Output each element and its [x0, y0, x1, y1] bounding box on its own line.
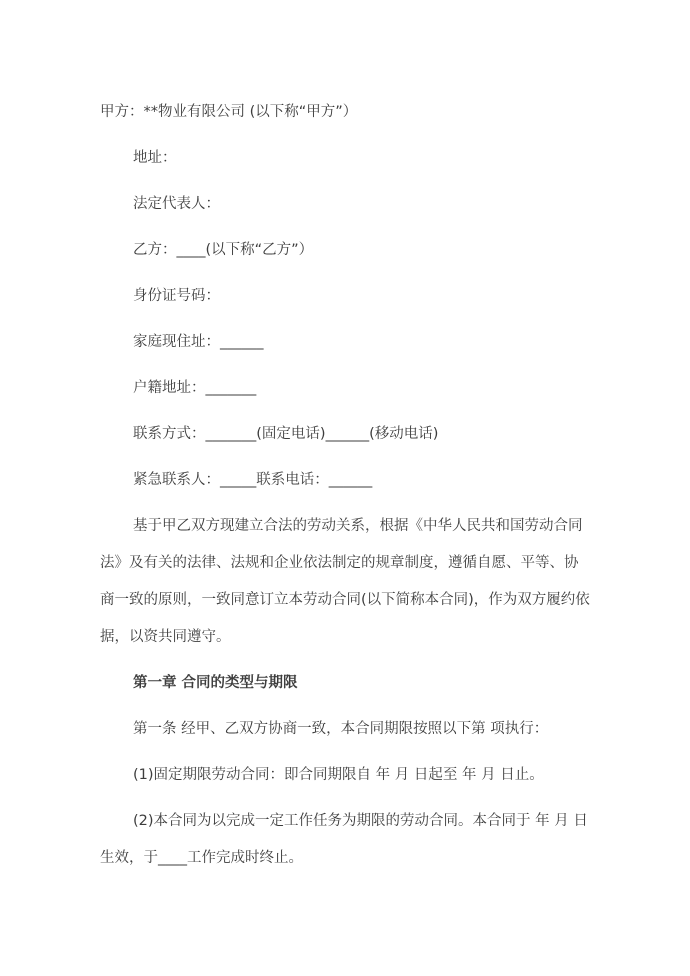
field-id-number: 身份证号码： — [133, 288, 220, 304]
clause-1-text: 第一条 经甲、乙双方协商一致，本合同期限按照以下第 项执行： — [133, 721, 549, 737]
field-emergency-contact: 紧急联系人：_____联系电话：______ — [133, 472, 373, 488]
party-a-line: 甲方：**物业有限公司 (以下称“甲方”） — [100, 104, 358, 120]
contract-document-body — [100, 94, 592, 886]
clause-1-item-2: (2)本合同为以完成一定工作任务为期限的劳动合同。本合同于 年 月 日生效，于____工作完成时终止。 — [100, 813, 588, 866]
field-legal-representative: 法定代表人： — [133, 196, 220, 212]
field-registered-address: 户籍地址：_______ — [133, 380, 257, 396]
preamble-paragraph: 基于甲乙双方现建立合法的劳动关系，根据《中华人民共和国劳动合同法》及有关的法律、法规和企业依法制定的规章制度，遵循自愿、平等、协商一致的原则，一致同意订立本劳动合同(以下简称本合同)，作为双方履约依据，以资共同遵守。 — [100, 518, 590, 645]
field-home-address: 家庭现住址：______ — [133, 334, 264, 350]
field-contact-numbers: 联系方式：_______(固定电话)______(移动电话) — [133, 426, 439, 442]
chapter-1-heading: 第一章 合同的类型与期限 — [133, 675, 298, 691]
field-party-b: 乙方：____(以下称“乙方”） — [133, 242, 314, 258]
clause-1-item-1: (1)固定期限劳动合同：即合同期限自 年 月 日起至 年 月 日止。 — [133, 767, 544, 783]
field-address: 地址： — [133, 150, 177, 166]
